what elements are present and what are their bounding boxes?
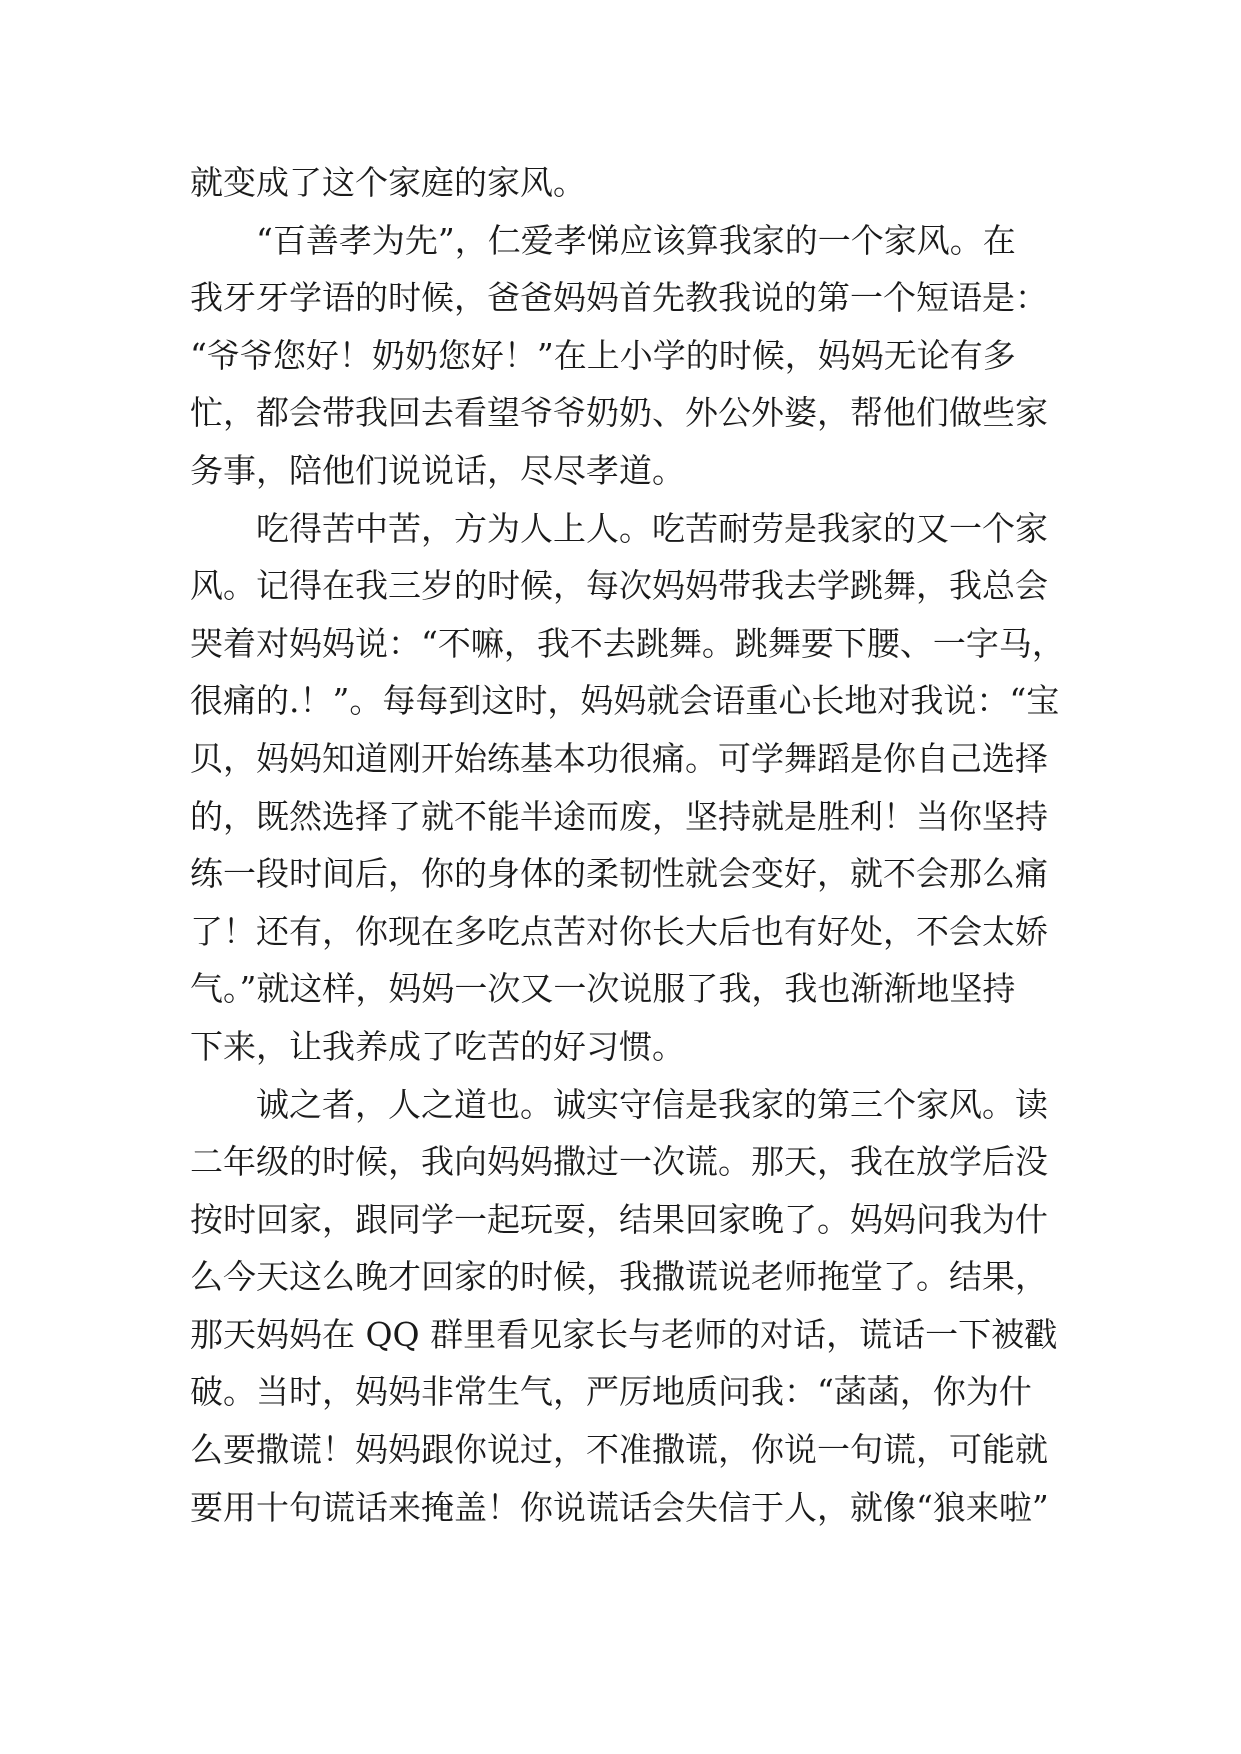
text-line: 二年级的时候，我向妈妈撒过一次谎。那天，我在放学后没 bbox=[190, 1142, 1048, 1182]
text-line: 吃得苦中苦，方为人上人。吃苦耐劳是我家的又一个家 bbox=[256, 508, 1048, 548]
text-line: “百善孝为先”，仁爱孝悌应该算我家的一个家风。在 bbox=[256, 220, 1016, 260]
text-line: 风。记得在我三岁的时候，每次妈妈带我去学跳舞，我总会 bbox=[190, 566, 1048, 606]
text-line: 的，既然选择了就不能半途而废，坚持就是胜利！当你坚持 bbox=[190, 796, 1048, 836]
text-line: 很痛的.！”。每每到这时，妈妈就会语重心长地对我说：“宝 bbox=[190, 681, 1060, 721]
text-line: 下来，让我养成了吃苦的好习惯。 bbox=[190, 1026, 685, 1066]
text-line: 就变成了这个家庭的家风。 bbox=[190, 163, 586, 202]
document-body bbox=[190, 154, 1070, 1536]
text-line: 那天妈妈在 QQ 群里看见家长与老师的对话，谎话一下被戳 bbox=[190, 1314, 1058, 1354]
text-line: “爷爷您好！奶奶您好！”在上小学的时候，妈妈无论有多 bbox=[190, 335, 1016, 375]
text-line: 哭着对妈妈说：“不嘛，我不去跳舞。跳舞要下腰、一字马， bbox=[190, 623, 1065, 663]
text-line: 务事，陪他们说说话，尽尽孝道。 bbox=[190, 450, 685, 490]
text-line: 练一段时间后，你的身体的柔韧性就会变好，就不会那么痛 bbox=[190, 854, 1048, 894]
text-line: 忙，都会带我回去看望爷爷奶奶、外公外婆，帮他们做些家 bbox=[190, 393, 1048, 433]
text-line: 我牙牙学语的时候，爸爸妈妈首先教我说的第一个短语是： bbox=[190, 278, 1048, 318]
text-line: 贝，妈妈知道刚开始练基本功很痛。可学舞蹈是你自己选择 bbox=[190, 738, 1048, 778]
text-line: 诚之者，人之道也。诚实守信是我家的第三个家风。读 bbox=[256, 1084, 1048, 1124]
text-line: 么今天这么晚才回家的时候，我撒谎说老师拖堂了。结果， bbox=[190, 1257, 1048, 1297]
text-line: 了！还有，你现在多吃点苦对你长大后也有好处，不会太娇 bbox=[190, 911, 1048, 951]
text-line: 气。”就这样，妈妈一次又一次说服了我，我也渐渐地坚持 bbox=[190, 969, 1016, 1009]
text-line: 么要撒谎！妈妈跟你说过，不准撒谎，你说一句谎，可能就 bbox=[190, 1430, 1048, 1470]
text-line: 要用十句谎话来掩盖！你说谎话会失信于人，就像“狼来啦” bbox=[190, 1487, 1049, 1527]
text-line: 按时回家，跟同学一起玩耍，结果回家晚了。妈妈问我为什 bbox=[190, 1199, 1048, 1239]
text-line: 破。当时，妈妈非常生气，严厉地质问我：“菡菡，你为什 bbox=[190, 1372, 1032, 1412]
